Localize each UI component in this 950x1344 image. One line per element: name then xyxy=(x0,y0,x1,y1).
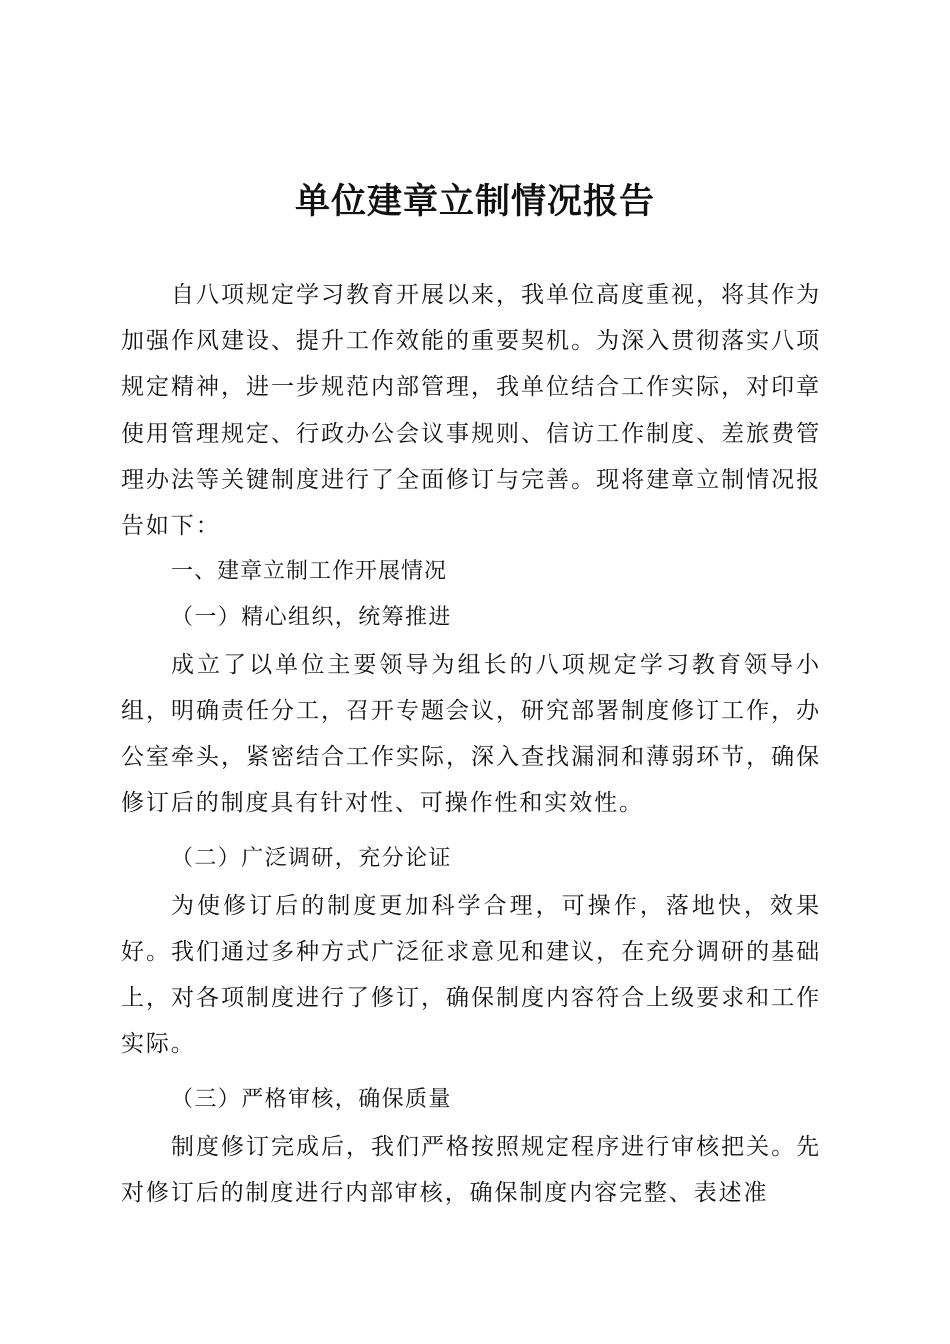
subsection-1-heading: （一）精心组织，统筹推进 xyxy=(171,605,452,631)
section-1-heading: 一、建章立制工作开展情况 xyxy=(171,559,448,585)
subsection-1-paragraph: 成立了以单位主要领导为组长的八项规定学习教育领导小组，明确责任分工，召开专题会议，研究部署制度修订工作，办公室牵头，紧密结合工作实际，深入查找漏洞和薄弱环节，确保修订后的制度具有针对性、可操作性和实效性。 xyxy=(121,651,821,817)
document-body xyxy=(121,272,821,1216)
subsection-3-paragraph: 制度修订完成后，我们严格按照规定程序进行审核把关。先对修订后的制度进行内部审核，确保制度内容完整、表述准 xyxy=(121,1133,821,1206)
document-title: 单位建章立制情况报告 xyxy=(294,181,655,222)
subsection-2-heading: （二）广泛调研，充分论证 xyxy=(171,846,452,872)
subsection-3-heading: （三）严格审核，确保质量 xyxy=(171,1087,452,1113)
subsection-2-paragraph: 为使修订后的制度更加科学合理，可操作，落地快，效果好。我们通过多种方式广泛征求意见和建议，在充分调研的基础上，对各项制度进行了修订，确保制度内容符合上级要求和工作实际。 xyxy=(121,892,821,1058)
intro-paragraph: 自八项规定学习教育开展以来，我单位高度重视，将其作为加强作风建设、提升工作效能的重要契机。为深入贯彻落实八项规定精神，进一步规范内部管理，我单位结合工作实际，对印章使用管理规定、行政办公会议事规则、信访工作制度、差旅费管理办法等关键制度进行了全面修订与完善。现将建章立制情况报告如下： xyxy=(121,282,821,540)
